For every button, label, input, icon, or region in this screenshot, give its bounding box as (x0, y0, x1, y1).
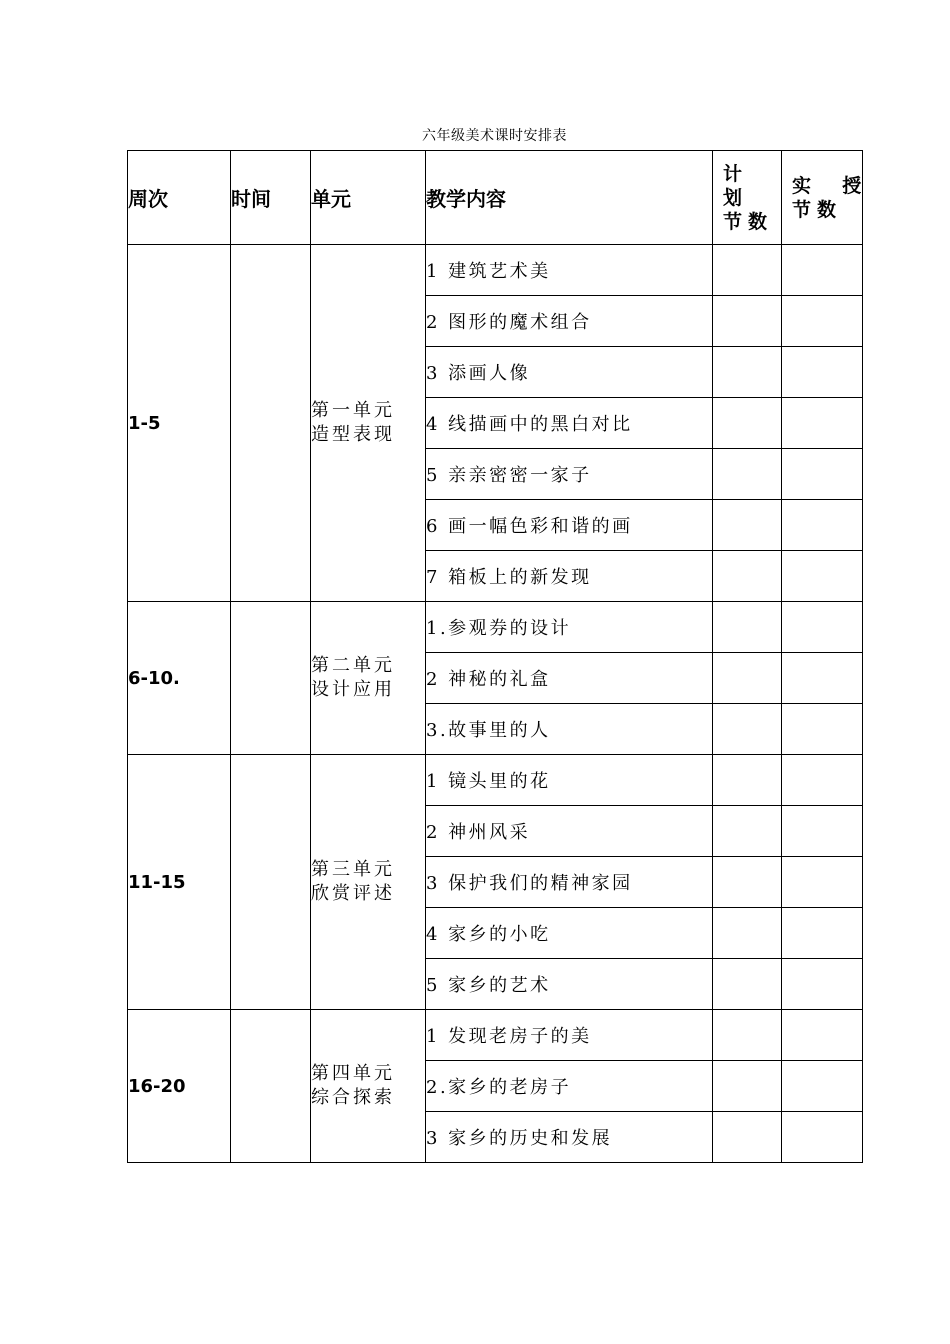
actual-cell (782, 959, 863, 1010)
lesson-cell: 1.参观券的设计 (426, 602, 713, 653)
actual-cell (782, 500, 863, 551)
time-cell (231, 245, 311, 602)
planned-cell (713, 704, 782, 755)
week-cell: 6-10. (128, 602, 231, 755)
planned-cell (713, 398, 782, 449)
unit-category: 设计应用 (311, 679, 395, 700)
actual-cell (782, 908, 863, 959)
lesson-cell: 4 线描画中的黑白对比 (426, 398, 713, 449)
header-row (128, 151, 863, 245)
header-actual-line2: 节数 (792, 198, 843, 221)
lesson-cell: 1 建筑艺术美 (426, 245, 713, 296)
lesson-cell: 2 神州风采 (426, 806, 713, 857)
planned-cell (713, 755, 782, 806)
planned-cell (713, 1061, 782, 1112)
lesson-cell: 7 箱板上的新发现 (426, 551, 713, 602)
header-planned-line1: 计 划 (723, 162, 749, 209)
time-cell (231, 1010, 311, 1163)
actual-cell (782, 857, 863, 908)
lesson-cell: 3 添画人像 (426, 347, 713, 398)
planned-cell (713, 857, 782, 908)
planned-cell (713, 449, 782, 500)
lesson-cell: 6 画一幅色彩和谐的画 (426, 500, 713, 551)
planned-cell (713, 959, 782, 1010)
week-cell: 1-5 (128, 245, 231, 602)
schedule-table (127, 150, 868, 1163)
unit-cell (311, 602, 426, 755)
table-row (128, 245, 863, 296)
header-time: 时间 (231, 151, 311, 245)
lesson-cell: 1 镜头里的花 (426, 755, 713, 806)
lesson-cell: 3 家乡的历史和发展 (426, 1112, 713, 1163)
unit-cell (311, 1010, 426, 1163)
planned-cell (713, 908, 782, 959)
planned-cell (713, 551, 782, 602)
header-planned-lessons (713, 151, 782, 245)
lesson-cell: 1 发现老房子的美 (426, 1010, 713, 1061)
unit-cell (311, 245, 426, 602)
time-cell (231, 602, 311, 755)
actual-cell (782, 653, 863, 704)
table-row (128, 1010, 863, 1061)
planned-cell (713, 1112, 782, 1163)
actual-cell (782, 551, 863, 602)
lesson-cell: 3.故事里的人 (426, 704, 713, 755)
header-content: 教学内容 (426, 151, 713, 245)
unit-category: 综合探索 (311, 1087, 395, 1108)
unit-name: 第二单元 (311, 655, 395, 676)
lesson-cell: 3 保护我们的精神家园 (426, 857, 713, 908)
lesson-cell: 2.家乡的老房子 (426, 1061, 713, 1112)
planned-cell (713, 602, 782, 653)
week-cell: 16-20 (128, 1010, 231, 1163)
lesson-cell: 5 家乡的艺术 (426, 959, 713, 1010)
actual-cell (782, 704, 863, 755)
header-week: 周次 (128, 151, 231, 245)
unit-name: 第一单元 (311, 400, 395, 421)
lesson-cell: 4 家乡的小吃 (426, 908, 713, 959)
unit-category: 造型表现 (311, 424, 395, 445)
planned-cell (713, 347, 782, 398)
unit-name: 第四单元 (311, 1063, 395, 1084)
unit-name: 第三单元 (311, 859, 395, 880)
time-cell (231, 755, 311, 1010)
page-title: 六年级美术课时安排表 (422, 128, 567, 144)
unit-category: 欣赏评述 (311, 883, 395, 904)
planned-cell (713, 806, 782, 857)
actual-cell (782, 347, 863, 398)
lesson-cell: 2 图形的魔术组合 (426, 296, 713, 347)
actual-cell (782, 806, 863, 857)
unit-cell (311, 755, 426, 1010)
planned-cell (713, 1010, 782, 1061)
table-row (128, 602, 863, 653)
header-actual-lessons (782, 151, 868, 245)
actual-cell (782, 1061, 863, 1112)
header-unit: 单元 (311, 151, 426, 245)
planned-cell (713, 296, 782, 347)
lesson-cell: 2 神秘的礼盒 (426, 653, 713, 704)
planned-cell (713, 653, 782, 704)
header-planned-line2: 节数 (723, 210, 774, 233)
actual-cell (782, 245, 863, 296)
actual-cell (782, 1112, 863, 1163)
actual-cell (782, 1010, 863, 1061)
planned-cell (713, 245, 782, 296)
header-actual-line1: 实 授 (792, 174, 868, 197)
actual-cell (782, 755, 863, 806)
table-row (128, 755, 863, 806)
actual-cell (782, 398, 863, 449)
week-cell: 11-15 (128, 755, 231, 1010)
actual-cell (782, 449, 863, 500)
actual-cell (782, 602, 863, 653)
actual-cell (782, 296, 863, 347)
planned-cell (713, 500, 782, 551)
lesson-cell: 5 亲亲密密一家子 (426, 449, 713, 500)
